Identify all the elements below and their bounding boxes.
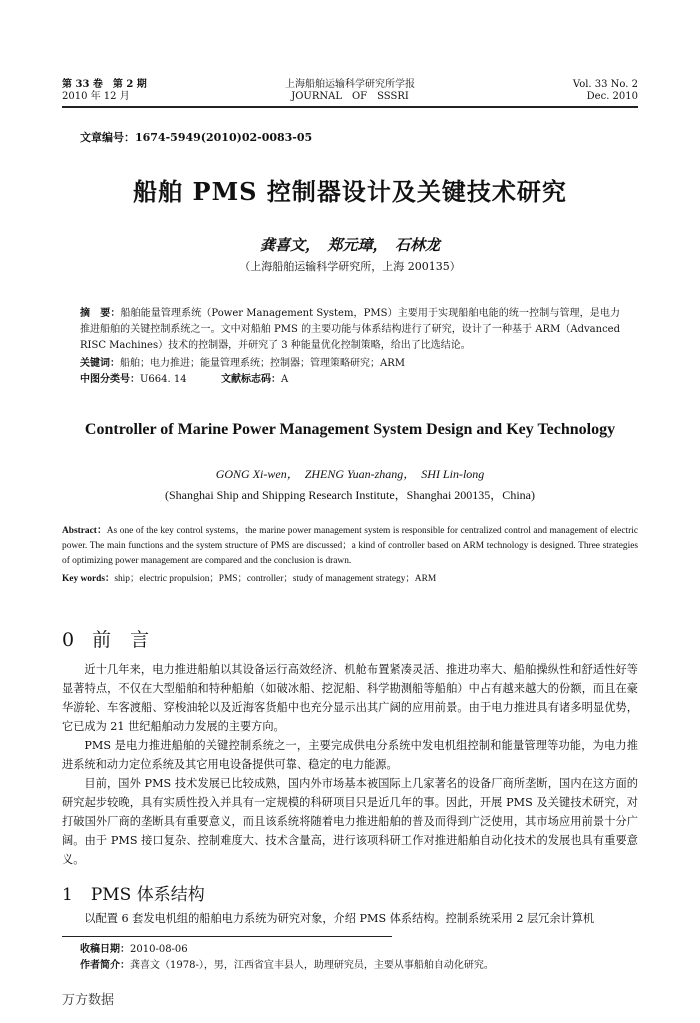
keywords-cn-label: 关键词： — [80, 358, 120, 369]
footnote-received — [80, 942, 188, 958]
section-1-body — [62, 909, 638, 928]
abstract-en — [62, 524, 638, 569]
clc-value: U664. 14 — [140, 374, 187, 385]
paragraph: 以配置 6 套发电机组的船舶电力系统为研究对象，介绍 PMS 体系结构。控制系统采用 2 层冗余计算机 — [84, 912, 595, 925]
running-header-center — [230, 79, 470, 103]
issue-date-en: Dec. 2010 — [586, 91, 638, 102]
keywords-cn — [80, 356, 620, 372]
title-cn: 船舶 PMS 控制器设计及关键技术研究 — [133, 177, 567, 206]
section-1-number: 1 — [62, 885, 73, 905]
received-label: 收稿日期： — [80, 944, 130, 955]
clc-label: 中图分类号： — [80, 374, 140, 385]
running-header-right — [573, 79, 638, 103]
volume-issue: 第 33 卷 第 2 期 — [62, 79, 147, 90]
section-0-heading — [62, 625, 149, 652]
article-number: 文章编号：1674-5949(2010)02-0083-05 — [80, 131, 313, 144]
abstract-en-label: Abstract： — [62, 526, 107, 536]
paragraph: 近十几年来，电力推进船舶以其设备运行高效经济、机舱布置紧凑灵活、推进功率大、船舶操纵性和舒适性好等显著特点，不仅在大型船舶和特种船舶（如破冰船、挖泥船、科学勘测船等船舶）中占有越来越大的份额，而且在豪华游轮、车客渡船、穿梭油轮以及近海客货船中也充分显示出其广阔的应用前景。由于电力推进具有诸多明显优势，它已成为 21 世纪船舶动力发展的主要方向。 — [62, 663, 638, 733]
section-0-title: 前 言 — [92, 629, 150, 651]
doc-code-value: A — [280, 374, 289, 385]
keywords-cn-text: 船舶；电力推进；能量管理系统；控制器；管理策略研究；ARM — [120, 358, 405, 369]
author-bio-label: 作者简介： — [80, 960, 130, 971]
volume-number-en: Vol. 33 No. 2 — [572, 79, 638, 90]
paragraph: PMS 是电力推进船舶的关键控制系统之一，主要完成供电分系统中发电机组控制和能量管理等功能，为电力推进系统和动力定位系统及其它用电设备提供可靠、稳定的电力能源。 — [62, 739, 638, 771]
section-0-number: 0 — [62, 629, 75, 651]
title-en: Controller of Marine Power Management System Design and Key Technology — [84, 421, 616, 438]
classification-cn — [80, 372, 620, 388]
abstract-cn-label: 摘 要： — [80, 308, 121, 319]
header-rule — [62, 106, 638, 108]
footnote-author — [80, 958, 640, 974]
section-1-title: PMS 体系结构 — [90, 885, 205, 905]
journal-name-en: JOURNAL OF SSSRI — [291, 91, 409, 102]
paragraph: 目前，国外 PMS 技术发展已比较成熟，国内外市场基本被国际上几家著名的设备厂商所垄断，国内在这方面的研究起步较晚，具有实质性投入并具有一定规模的科研项目只是近几年的事。因此，开展 PMS 及关键技术研究，对打破国外厂商的垄断具有重要意义，而且该系统将随着电力推进船舶的普及而得到广泛使用，其市场应用前景十分广阔。由于 PMS 接口复杂、控制难度大、技术含量高，进行该项科研工作对推进船舶自动化技术的发展也具有重要意义。 — [62, 777, 638, 866]
authors-cn: 龚喜文， 郑元璋， 石林龙 — [259, 236, 440, 254]
issue-date: 2010 年 12 月 — [62, 91, 130, 102]
abstract-cn-text: 船舶能量管理系统（Power Management System，PMS）主要用于实现船舶电能的统一控制与管理，是电力推进船舶的关键控制系统之一。文中对船舶 PMS 的主要功能与体系结构进行了研究，设计了一种基于 ARM（Advanced RISC Machines）技术的控制器，并研究了 3 种能量优化控制策略，给出了比选结论。 — [80, 308, 620, 351]
abstract-en-text: As one of the key control systems，the marine power management system is responsible for centralized control and management of electric power. The main functions and the system structure of PMS are discussed；a kind of controller based on ARM technology is designed. Three strategies of optimizing power management are compared and the conclusion is drawn. — [62, 526, 638, 566]
keywords-en — [62, 572, 638, 587]
journal-name-cn: 上海船舶运输科学研究所学报 — [285, 79, 415, 90]
section-1-heading — [62, 880, 205, 905]
authors-en: GONG Xi-wen， ZHENG Yuan-zhang， SHI Lin-long — [215, 467, 485, 481]
keywords-en-label: Key words： — [62, 574, 115, 584]
running-header-left — [62, 79, 147, 103]
affiliation-en: (Shanghai Ship and Shipping Research Institute，Shanghai 200135，China) — [165, 488, 535, 502]
abstract-cn — [80, 306, 620, 354]
watermark: 万方数据 — [62, 993, 115, 1008]
affiliation-cn: （上海船舶运输科学研究所，上海 200135） — [239, 260, 461, 273]
keywords-en-text: ship；electric propulsion；PMS；controller；study of management strategy；ARM — [114, 574, 437, 584]
doc-code-label: 文献标志码： — [220, 374, 281, 385]
footnote-rule — [62, 936, 392, 937]
section-0-body — [62, 660, 638, 869]
received-value: 2010-08-06 — [130, 944, 188, 955]
author-bio-value: 龚喜文（1978-），男，江西省宜丰县人，助理研究员，主要从事船舶自动化研究。 — [130, 960, 494, 971]
